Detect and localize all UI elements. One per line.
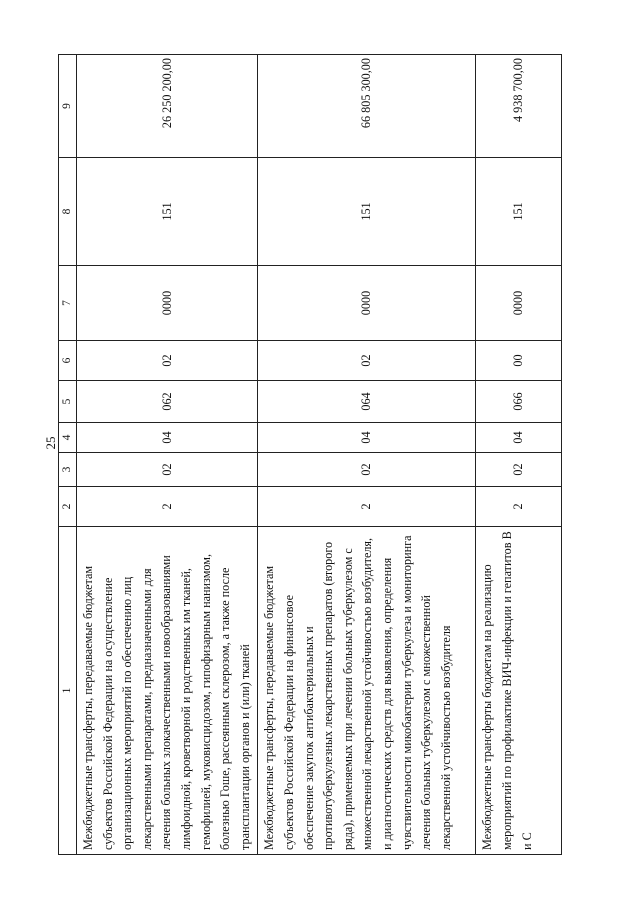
row-code: 02 <box>476 453 562 487</box>
row-code: 02 <box>258 341 476 381</box>
table-row <box>258 55 476 855</box>
row-code: 151 <box>476 158 562 266</box>
column-number: 8 <box>59 158 77 266</box>
column-number: 5 <box>59 381 77 423</box>
row-code: 064 <box>258 381 476 423</box>
row-code: 04 <box>258 423 476 453</box>
column-number: 9 <box>59 55 77 158</box>
column-number: 1 <box>59 527 77 855</box>
row-code: 2 <box>476 487 562 527</box>
row-code: 066 <box>476 381 562 423</box>
column-number: 2 <box>59 487 77 527</box>
row-code: 02 <box>77 453 258 487</box>
row-code: 2 <box>77 487 258 527</box>
row-code: 00 <box>476 341 562 381</box>
table-container <box>58 55 558 855</box>
table-row <box>476 55 562 855</box>
row-code: 02 <box>258 453 476 487</box>
row-description: Межбюджетные трансферты, передаваемые бюджетам субъектов Российской Федерации на осуществление организационных мероприятий по обеспечению лиц лекарственными препаратами, предназначенными для лечения больных злокачественными новообразованиями лимфоидной, кроветворной и родственных им тканей, гемофилией, муковисцидозом, гипофизарным нанизмом, болезнью Гоше, рассеянным склерозом, а также после трансплантации органов и (или) тканей <box>77 527 258 855</box>
table-row <box>77 55 258 855</box>
budget-table <box>58 54 562 855</box>
row-code: 0000 <box>77 266 258 341</box>
row-description: Межбюджетные трансферты, передаваемые бюджетам субъектов Российской Федерации на финансовое обеспечение закупок антибактериальных и противотуберкулезных лекарственных препаратов (второго ряда), применяемых при лечении больных туберкулезом с множественной лекарственной устойчивостью возбудителя, и диагностических средств для выявления, определения чувствительности микобактерии туберкулеза и мониторинга лечения больных туберкулезом с множественной лекарственной устойчивостью возбудителя <box>258 527 476 855</box>
row-code: 2 <box>258 487 476 527</box>
column-number: 4 <box>59 423 77 453</box>
row-code: 062 <box>77 381 258 423</box>
column-number: 6 <box>59 341 77 381</box>
column-number: 7 <box>59 266 77 341</box>
row-code: 0000 <box>258 266 476 341</box>
row-code: 02 <box>77 341 258 381</box>
row-amount: 4 938 700,00 <box>476 55 562 158</box>
row-code: 151 <box>258 158 476 266</box>
column-number: 3 <box>59 453 77 487</box>
column-number-row <box>59 55 77 855</box>
row-code: 04 <box>476 423 562 453</box>
row-description: Межбюджетные трансферты бюджетам на реализацию мероприятий по профилактике ВИЧ-инфекции и гепатитов B и C <box>476 527 562 855</box>
row-code: 04 <box>77 423 258 453</box>
row-amount: 66 805 300,00 <box>258 55 476 158</box>
row-code: 151 <box>77 158 258 266</box>
rotated-table-frame <box>58 55 558 855</box>
page-number: 25 <box>43 436 58 450</box>
row-code: 0000 <box>476 266 562 341</box>
row-amount: 26 250 200,00 <box>77 55 258 158</box>
